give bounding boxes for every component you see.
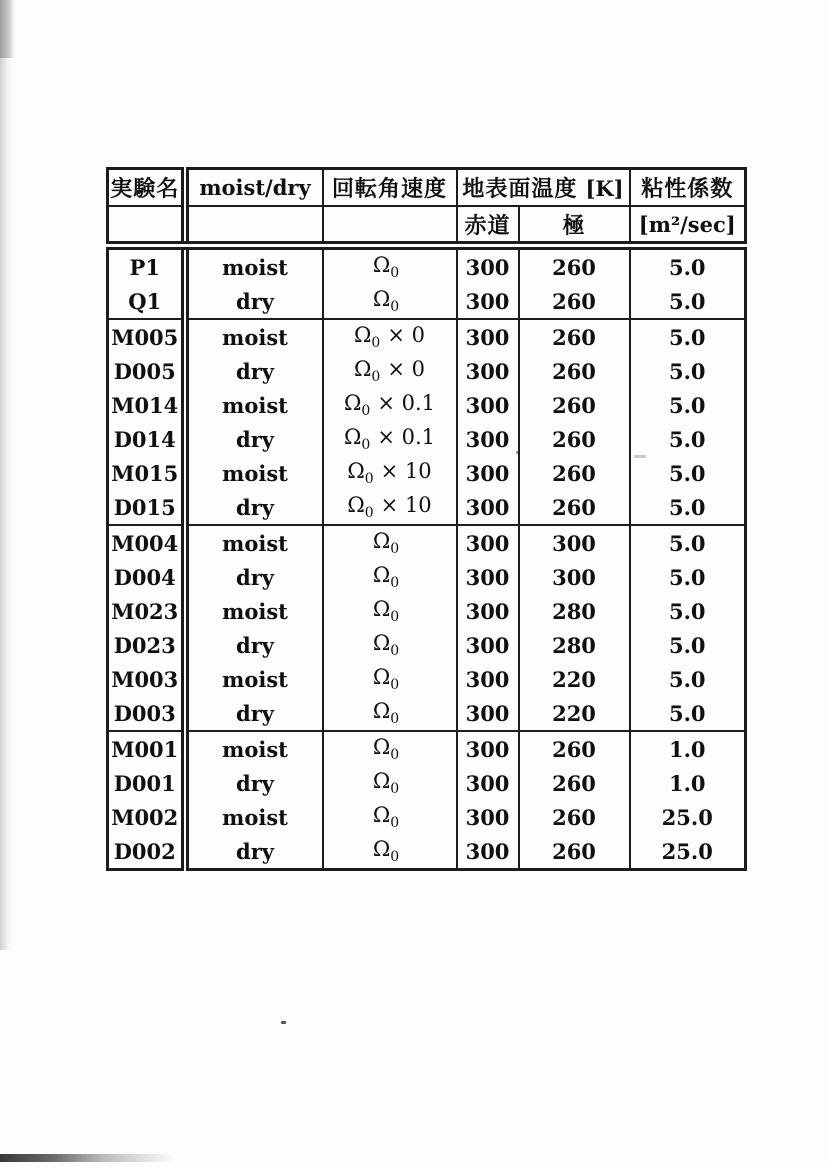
omega-cell: [323, 628, 457, 662]
omega-cell: [323, 284, 457, 319]
experiment-name-cell: D015: [108, 490, 185, 525]
pole-temp-cell: 260: [519, 766, 630, 800]
omega-symbol: Ω: [372, 528, 391, 553]
experiment-name-cell: P1: [108, 246, 185, 285]
omega-subscript: 0: [390, 299, 400, 316]
pole-temp-cell: 220: [519, 696, 630, 731]
viscosity-cell: 5.0: [630, 388, 746, 422]
scan-artifact-top-left-corner: [0, 0, 15, 58]
omega-cell: [323, 731, 457, 766]
omega-multiplier: × 0.1: [377, 424, 435, 449]
table-row: [108, 834, 746, 870]
equator-temp-cell: 300: [457, 388, 519, 422]
omega-cell: [323, 354, 457, 388]
equator-temp-cell: 300: [457, 766, 519, 800]
omega-subscript: 0: [361, 403, 371, 420]
omega-subscript: 0: [390, 815, 400, 832]
table-row: [108, 422, 746, 456]
viscosity-cell: 5.0: [630, 246, 746, 285]
pole-temp-cell: 300: [519, 560, 630, 594]
pole-temp-cell: 260: [519, 246, 630, 285]
pole-temp-cell: 300: [519, 525, 630, 560]
table-row: [108, 628, 746, 662]
pole-temp-cell: 280: [519, 594, 630, 628]
table-row: [108, 319, 746, 354]
equator-temp-cell: 300: [457, 834, 519, 870]
viscosity-cell: 5.0: [630, 628, 746, 662]
omega-subscript: 0: [390, 849, 400, 866]
omega-cell: [323, 525, 457, 560]
equator-temp-cell: 300: [457, 696, 519, 731]
table-row: [108, 731, 746, 766]
omega-multiplier: × 0.1: [377, 390, 435, 415]
viscosity-cell: 5.0: [630, 560, 746, 594]
header-surface-temperature: [457, 169, 630, 207]
moisture-cell: dry: [185, 628, 323, 662]
omega-symbol: Ω: [372, 562, 391, 587]
omega-multiplier: × 10: [380, 492, 432, 517]
omega-symbol: Ω: [372, 802, 391, 827]
moisture-cell: moist: [185, 319, 323, 354]
viscosity-cell: 5.0: [630, 490, 746, 525]
omega-subscript: 0: [390, 609, 400, 626]
equator-temp-cell: 300: [457, 284, 519, 319]
experiment-name-cell: M003: [108, 662, 185, 696]
equator-temp-cell: 300: [457, 422, 519, 456]
header-experiment-name: 実験名: [108, 169, 185, 207]
omega-symbol: Ω: [372, 664, 391, 689]
experiment-name-cell: D001: [108, 766, 185, 800]
omega-multiplier: × 10: [380, 458, 432, 483]
omega-cell: [323, 490, 457, 525]
viscosity-cell: 25.0: [630, 800, 746, 834]
moisture-cell: moist: [185, 525, 323, 560]
omega-cell: [323, 560, 457, 594]
row-group-baseline: [108, 246, 746, 320]
header-row-sub: [108, 206, 746, 246]
header-surface-temperature-unit: [K]: [585, 176, 624, 201]
omega-cell: [323, 834, 457, 870]
moisture-cell: moist: [185, 388, 323, 422]
moisture-cell: dry: [185, 490, 323, 525]
equator-temp-cell: 300: [457, 731, 519, 766]
omega-cell: [323, 388, 457, 422]
table-row: [108, 490, 746, 525]
experiment-name-cell: M001: [108, 731, 185, 766]
header-row-main: [108, 169, 746, 207]
pole-temp-cell: 260: [519, 354, 630, 388]
header-pole: 極: [519, 206, 630, 246]
omega-cell: [323, 319, 457, 354]
header-empty-experiment: [108, 206, 185, 246]
equator-temp-cell: 300: [457, 560, 519, 594]
viscosity-cell: 25.0: [630, 834, 746, 870]
experiment-name-cell: D002: [108, 834, 185, 870]
experiment-name-cell: M005: [108, 319, 185, 354]
experiment-name-cell: D014: [108, 422, 185, 456]
omega-multiplier: × 0: [387, 322, 425, 347]
experiment-name-cell: Q1: [108, 284, 185, 319]
omega-symbol: Ω: [372, 698, 391, 723]
equator-temp-cell: 300: [457, 490, 519, 525]
table-row: [108, 456, 746, 490]
moisture-cell: dry: [185, 696, 323, 731]
omega-subscript: 0: [390, 677, 400, 694]
moisture-cell: moist: [185, 594, 323, 628]
viscosity-cell: 1.0: [630, 766, 746, 800]
omega-cell: [323, 246, 457, 285]
pole-temp-cell: 260: [519, 388, 630, 422]
pole-temp-cell: 260: [519, 456, 630, 490]
omega-cell: [323, 422, 457, 456]
table-row: [108, 662, 746, 696]
table-row: [108, 284, 746, 319]
row-group-rotation-variation: [108, 319, 746, 525]
omega-subscript: 0: [390, 541, 400, 558]
pole-temp-cell: 260: [519, 319, 630, 354]
viscosity-cell: 5.0: [630, 284, 746, 319]
viscosity-cell: 5.0: [630, 354, 746, 388]
omega-symbol: Ω: [372, 630, 391, 655]
pole-temp-cell: 260: [519, 422, 630, 456]
equator-temp-cell: 300: [457, 800, 519, 834]
omega-symbol: Ω: [343, 390, 362, 415]
table-row: [108, 800, 746, 834]
omega-symbol: Ω: [372, 596, 391, 621]
omega-subscript: 0: [390, 643, 400, 660]
omega-subscript: 0: [361, 437, 371, 454]
row-group-pole-temperature-variation: [108, 525, 746, 731]
equator-temp-cell: 300: [457, 594, 519, 628]
scan-speck: [281, 1021, 286, 1024]
viscosity-cell: 1.0: [630, 731, 746, 766]
header-empty-rotation: [323, 206, 457, 246]
experiment-name-cell: M015: [108, 456, 185, 490]
omega-subscript: 0: [390, 781, 400, 798]
omega-subscript: 0: [390, 711, 400, 728]
omega-subscript: 0: [364, 505, 374, 522]
row-group-viscosity-variation: [108, 731, 746, 870]
moisture-cell: moist: [185, 456, 323, 490]
moisture-cell: dry: [185, 354, 323, 388]
viscosity-cell: 5.0: [630, 594, 746, 628]
viscosity-cell: 5.0: [630, 319, 746, 354]
omega-subscript: 0: [364, 471, 374, 488]
experiment-name-cell: D004: [108, 560, 185, 594]
header-empty-moisture: [185, 206, 323, 246]
moisture-cell: dry: [185, 422, 323, 456]
equator-temp-cell: 300: [457, 354, 519, 388]
moisture-cell: dry: [185, 766, 323, 800]
table-row: [108, 766, 746, 800]
equator-temp-cell: 300: [457, 662, 519, 696]
viscosity-cell: 5.0: [630, 696, 746, 731]
viscosity-cell: 5.0: [630, 456, 746, 490]
pole-temp-cell: 280: [519, 628, 630, 662]
experiment-name-cell: M023: [108, 594, 185, 628]
pole-temp-cell: 260: [519, 800, 630, 834]
viscosity-cell: 5.0: [630, 662, 746, 696]
moisture-cell: dry: [185, 284, 323, 319]
omega-subscript: 0: [390, 747, 400, 764]
omega-multiplier: × 0: [387, 356, 425, 381]
omega-symbol: Ω: [343, 424, 362, 449]
omega-cell: [323, 696, 457, 731]
equator-temp-cell: 300: [457, 246, 519, 285]
moisture-cell: moist: [185, 662, 323, 696]
moisture-cell: dry: [185, 834, 323, 870]
table-row: [108, 696, 746, 731]
omega-symbol: Ω: [372, 286, 391, 311]
moisture-cell: dry: [185, 560, 323, 594]
experiment-name-cell: D023: [108, 628, 185, 662]
table-row: [108, 525, 746, 560]
header-moist-dry: moist/dry: [185, 169, 323, 207]
omega-cell: [323, 594, 457, 628]
pole-temp-cell: 260: [519, 834, 630, 870]
omega-symbol: Ω: [372, 734, 391, 759]
omega-symbol: Ω: [372, 252, 391, 277]
omega-symbol: Ω: [372, 768, 391, 793]
omega-symbol: Ω: [372, 836, 391, 861]
pole-temp-cell: 260: [519, 490, 630, 525]
experiment-name-cell: M002: [108, 800, 185, 834]
pole-temp-cell: 260: [519, 284, 630, 319]
table-row: [108, 560, 746, 594]
header-rotation-rate: 回転角速度: [323, 169, 457, 207]
equator-temp-cell: 300: [457, 319, 519, 354]
table-row: [108, 354, 746, 388]
viscosity-cell: 5.0: [630, 422, 746, 456]
header-equator: 赤道: [457, 206, 519, 246]
table-header: [108, 169, 746, 246]
experiment-name-cell: M004: [108, 525, 185, 560]
viscosity-cell: 5.0: [630, 525, 746, 560]
experiment-name-cell: D005: [108, 354, 185, 388]
experiment-settings-table: [106, 167, 747, 871]
table-row: [108, 246, 746, 285]
omega-symbol: Ω: [347, 492, 365, 517]
header-viscosity-unit: [m²/sec]: [630, 206, 746, 246]
header-surface-temperature-label: 地表面温度: [462, 177, 578, 202]
equator-temp-cell: 300: [457, 456, 519, 490]
scan-artifact-left-band: [0, 0, 13, 950]
moisture-cell: moist: [185, 800, 323, 834]
header-viscosity: 粘性係数: [630, 169, 746, 207]
omega-cell: [323, 662, 457, 696]
omega-cell: [323, 456, 457, 490]
moisture-cell: moist: [185, 731, 323, 766]
table-row: [108, 594, 746, 628]
omega-subscript: 0: [390, 575, 400, 592]
omega-subscript: 0: [371, 369, 381, 386]
pole-temp-cell: 220: [519, 662, 630, 696]
equator-temp-cell: 300: [457, 628, 519, 662]
omega-subscript: 0: [371, 335, 381, 352]
omega-cell: [323, 766, 457, 800]
moisture-cell: moist: [185, 246, 323, 285]
omega-subscript: 0: [390, 265, 400, 282]
omega-symbol: Ω: [354, 322, 372, 347]
table-row: [108, 388, 746, 422]
experiment-name-cell: M014: [108, 388, 185, 422]
omega-symbol: Ω: [354, 356, 372, 381]
experiment-name-cell: D003: [108, 696, 185, 731]
pole-temp-cell: 260: [519, 731, 630, 766]
omega-symbol: Ω: [347, 458, 365, 483]
scan-artifact-bottom-streak: [0, 1154, 175, 1162]
equator-temp-cell: 300: [457, 525, 519, 560]
omega-cell: [323, 800, 457, 834]
